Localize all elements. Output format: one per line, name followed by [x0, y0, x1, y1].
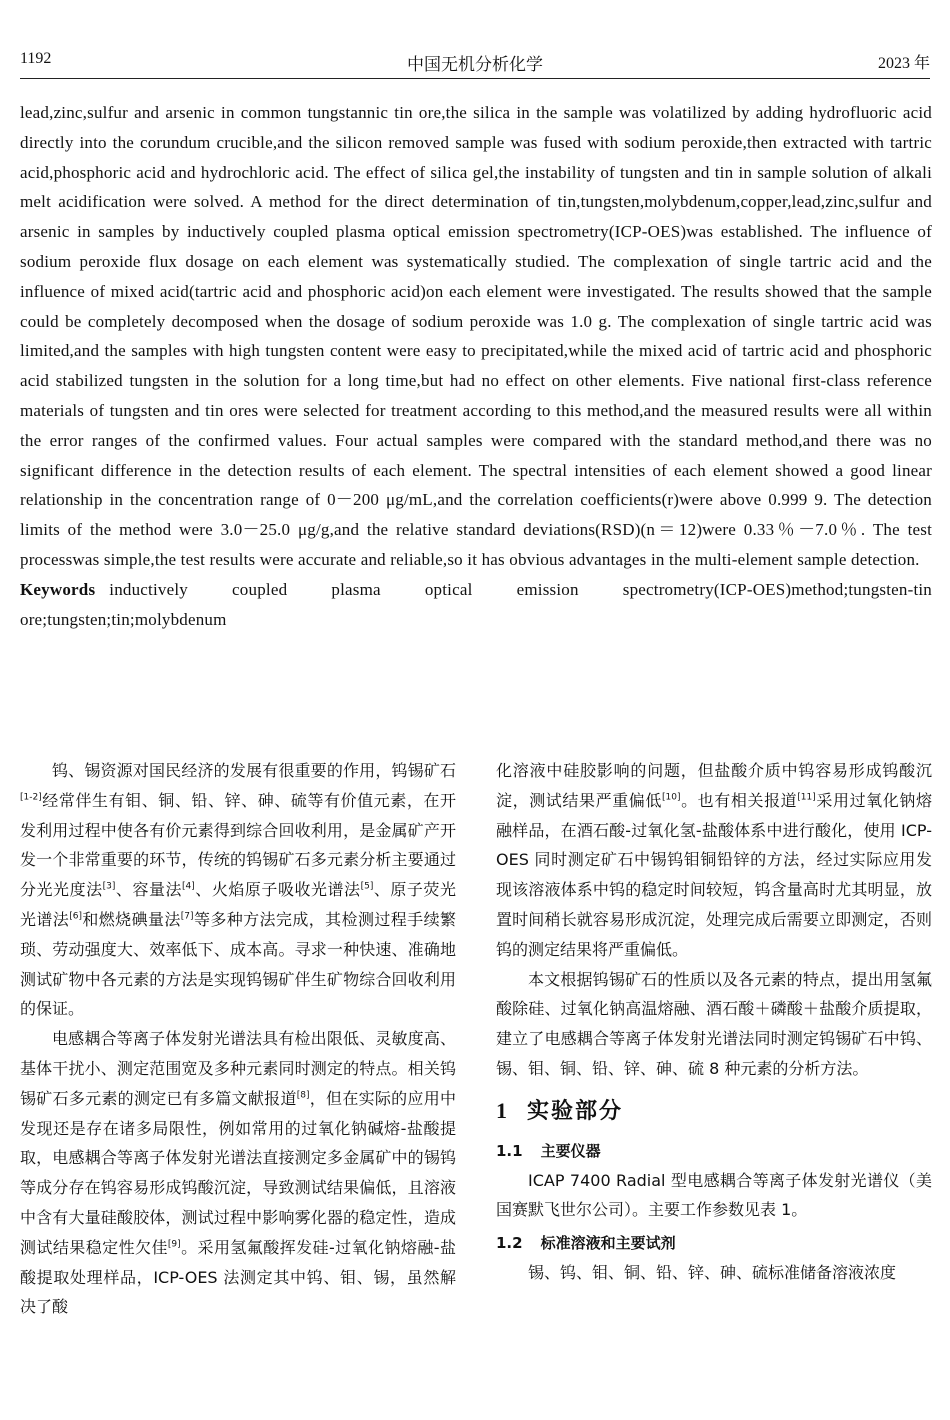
- english-abstract: [20, 98, 932, 634]
- keywords-line: [20, 575, 932, 635]
- citation-ref[interactable]: [1-2]: [20, 792, 42, 803]
- subsection-title: 标准溶液和主要试剂: [540, 1234, 676, 1253]
- paragraph-intro-2: 电感耦合等离子体发射光谱法具有检出限低、灵敏度高、基体干扰小、测定范围宽及多种元素同时测定的特点。相关钨锡矿石多元素的测定已有多篇文献报道[8]，但在实际的应用中发现还是存在诸多局限性，例如常用的过氧化钠碱熔-盐酸提取，电感耦合等离子体发射光谱法直接测定多金属矿中的锡钨等成分存在钨容易形成钨酸沉淀，导致测试结果偏低，且溶液中含有大量硅酸胶体，测试过程中影响雾化器的稳定性，造成测试结果稳定性欠佳[9]。采用氢氟酸挥发硅-过氧化钠熔融-盐酸提取处理样品，ICP-OES 法测定其中钨、钼、锡，虽然解决了酸: [20, 1029, 456, 1317]
- citation-ref[interactable]: [7]: [180, 911, 194, 922]
- journal-title: 中国无机分析化学: [407, 55, 543, 75]
- paragraph-reagents: 锡、钨、钼、铜、铅、锌、砷、硫标准储备溶液浓度: [528, 1263, 897, 1283]
- citation-ref[interactable]: [5]: [360, 881, 374, 892]
- section-heading-experimental: [496, 1096, 932, 1127]
- citation-ref[interactable]: [11]: [797, 792, 816, 803]
- subsection-heading-reagents: [496, 1229, 932, 1258]
- citation-ref[interactable]: [9]: [167, 1239, 181, 1250]
- page-number: 1192: [20, 50, 52, 67]
- publication-year: 2023 年: [877, 55, 930, 72]
- section-number: 1: [496, 1097, 509, 1123]
- section-title: 实验部分: [527, 1098, 624, 1124]
- keywords-label: Keywords: [20, 579, 96, 599]
- keywords-text: inductively coupled plasma optical emission spectrometry(ICP-OES)method;tungsten-tin ore;tungsten;tin;molybdenum: [20, 579, 932, 629]
- paragraph-instruments: ICAP 7400 Radial 型电感耦合等离子体发射光谱仪（美国赛默飞世尔公司）。主要工作参数见表 1。: [496, 1170, 932, 1220]
- citation-ref[interactable]: [4]: [182, 881, 195, 892]
- subsection-title: 主要仪器: [540, 1141, 601, 1160]
- citation-ref[interactable]: [6]: [69, 911, 82, 922]
- page-header: [20, 44, 930, 79]
- subsection-heading-instruments: [496, 1137, 932, 1166]
- paragraph-intro-1: 钨、锡资源对国民经济的发展有很重要的作用，钨锡矿石[1-2]经常伴生有钼、铜、铅、锌、砷、硫等有价值元素，在开发利用过程中使各有价元素得到综合回收利用，是金属矿产开发一个非常重要的环节，传统的钨锡矿石多元素分析主要通过分光光度法[3]、容量法[4]、火焰原子吸收光谱法[5]、原子荧光光谱法[6]和燃烧碘量法[7]等多种方法完成，其检测过程手续繁琐、劳动强度大、效率低下、成本高。寻求一种快速、准确地测试矿物中各元素的方法是实现钨锡矿伴生矿物综合回收利用的保证。: [20, 761, 456, 1019]
- paragraph-intro-3: 化溶液中硅胶影响的问题，但盐酸介质中钨容易形成钨酸沉淀，测试结果严重偏低[10]。也有相关报道[11]采用过氧化钠熔融样品，在酒石酸-过氧化氢-盐酸体系中进行酸化，使用 ICP-OES 同时测定矿石中锡钨钼铜铅锌的方法，经过实际应用发现该溶液体系中钨的稳定时间较短，钨含量高时尤其明显，放置时间稍长就容易形成沉淀，处理完成后需要立即测定，否则钨的测定结果将严重偏低。: [496, 761, 932, 959]
- right-column: [496, 756, 932, 1288]
- citation-ref[interactable]: [8]: [296, 1090, 310, 1101]
- subsection-number: 1.2: [496, 1234, 523, 1253]
- abstract-body: lead,zinc,sulfur and arsenic in common tungstannic tin ore,the silica in the sample was volatilized by adding hydrofluoric acid directly into the corundum crucible,and the silicon removed sample was fused with sodium peroxide,then extracted with tartric acid,phosphoric acid and hydrochloric acid. The effect of silica gel,the instability of tungsten and tin in sample solution of alkali melt acidification were solved. A method for the direct determination of tin,tungsten,molybdenum,copper,lead,zinc,sulfur and arsenic in samples by inductively coupled plasma optical emission spectrometry(ICP-OES)was established. The influence of sodium peroxide flux dosage on each element was systematically studied. The complexation of single tartric acid and the influence of mixed acid(tartric acid and phosphoric acid)on each element were investigated. The results showed that the sample could be completely decomposed when the dosage of sodium peroxide was 1.0 g. The complexation of single tartric acid was limited,and the samples with high tungsten content were easy to precipitated,while the mixed acid of tartric acid and phosphoric acid stabilized tungsten in the solution for a long time,but had no effect on other elements. Five national first-class reference materials of tungsten and tin ores were selected for treatment according to this method,and the measured results were all within the error ranges of the confirmed values. Four actual samples were compared with the standard method,and there was no significant difference in the detection results of each element. The spectral intensities of each element showed a good linear relationship in the concentration range of 0－200 μg/mL,and the correlation coefficients(r)were above 0.999 9. The detection limits of the method were 3.0－25.0 μg/g,and the relative standard deviations(RSD)(n＝12)were 0.33％－7.0％. The test processwas simple,the test results were accurate and reliable,so it has obvious advantages in the multi-element sample detection.: [20, 103, 932, 569]
- subsection-number: 1.1: [496, 1141, 523, 1160]
- citation-ref[interactable]: [10]: [662, 792, 681, 803]
- paragraph-intro-4: 本文根据钨锡矿石的性质以及各元素的特点，提出用氢氟酸除硅、过氧化钠高温熔融、酒石酸＋磷酸＋盐酸介质提取，建立了电感耦合等离子体发射光谱法同时测定钨锡矿石中钨、锡、钼、铜、铅、锌、砷、硫 8 种元素的分析方法。: [496, 969, 932, 1078]
- left-column: [20, 756, 456, 1322]
- citation-ref[interactable]: [3]: [102, 881, 116, 892]
